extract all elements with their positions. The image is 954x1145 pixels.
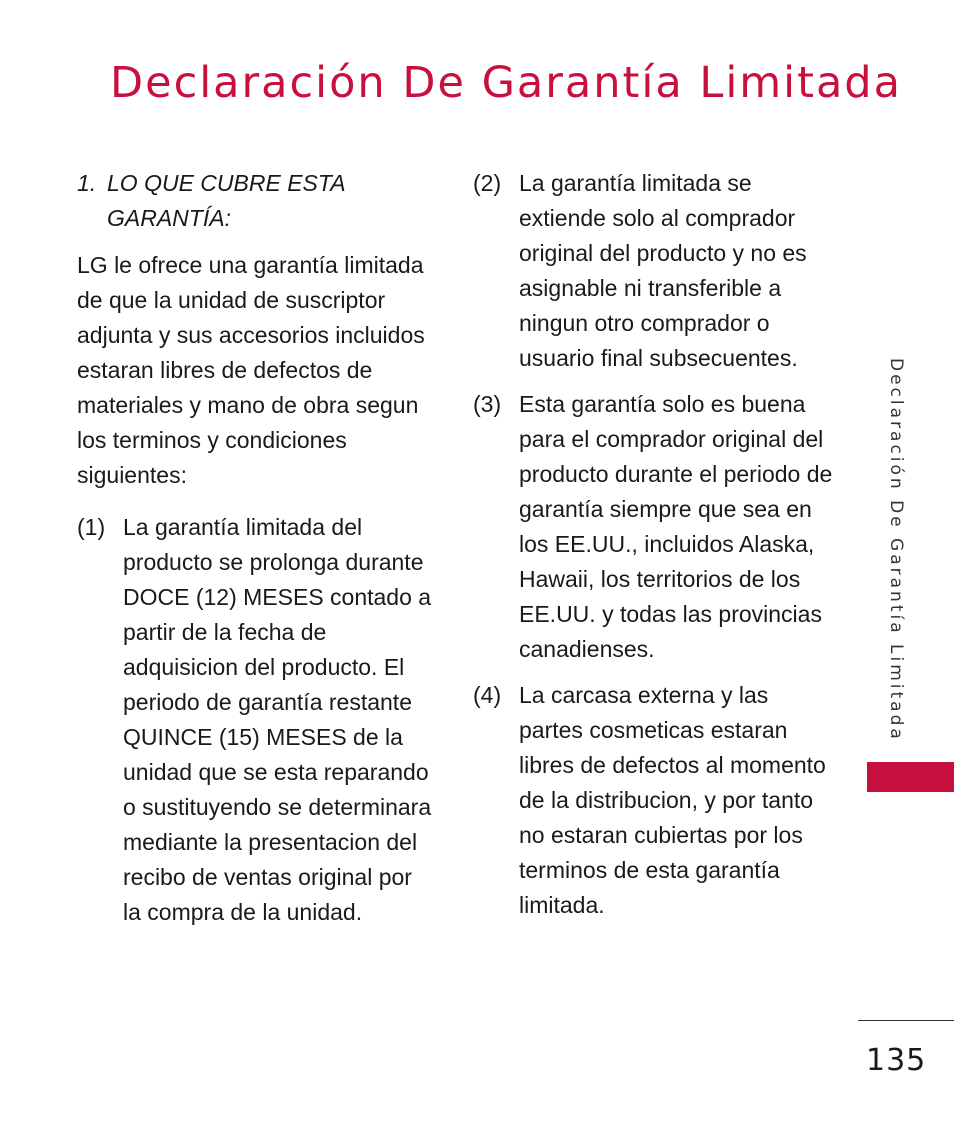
- list-item-number: (2): [473, 170, 502, 196]
- list-item: [473, 678, 833, 923]
- section-number: 1.: [77, 170, 97, 196]
- page-title: Declaración De Garantía Limitada: [110, 58, 902, 108]
- list-item-text: La garantía limitada se extiende solo al comprador original del producto y no es asignable ni transferible a ningun otro comprador o usuario final subsecuentes.: [519, 170, 807, 371]
- list-item-number: (1): [77, 514, 106, 540]
- list-item: [473, 387, 833, 667]
- section-heading: [77, 166, 432, 236]
- section-side-label: Declaración De Garantía Limitada: [886, 358, 906, 742]
- section-tab-marker: [867, 762, 954, 792]
- page-number: 135: [866, 1043, 927, 1078]
- footer-divider: [858, 1020, 954, 1021]
- left-column: [77, 166, 432, 941]
- list-item-text: La carcasa externa y las partes cosmeticas estaran libres de defectos al momento de la distribucion, y por tanto no estaran cubiertas por los terminos de esta garantía limitada.: [519, 682, 826, 918]
- list-item: [77, 510, 432, 930]
- list-item-text: Esta garantía solo es buena para el comprador original del producto durante el periodo de garantía siempre que sea en los EE.UU., incluidos Alaska, Hawaii, los territorios de los EE.UU. y todas las provincias canadienses.: [519, 391, 833, 662]
- right-column: [473, 166, 833, 934]
- list-item-number: (4): [473, 682, 502, 708]
- list-item-number: (3): [473, 391, 502, 417]
- section-intro: LG le ofrece una garantía limitada de que la unidad de suscriptor adjunta y sus accesorios incluidos estaran libres de defectos de materiales y mano de obra segun los terminos y condiciones siguientes:: [77, 252, 425, 488]
- list-item-text: La garantía limitada del producto se prolonga durante DOCE (12) MESES contado a partir de la fecha de adquisicion del producto. El periodo de garantía restante QUINCE (15) MESES de la unidad que se esta reparando o sustituyendo se determinara mediante la presentacion del recibo de ventas original por la compra de la unidad.: [123, 514, 432, 925]
- list-item: [473, 166, 833, 376]
- section-heading-text: LO QUE CUBRE ESTA GARANTÍA:: [107, 170, 345, 231]
